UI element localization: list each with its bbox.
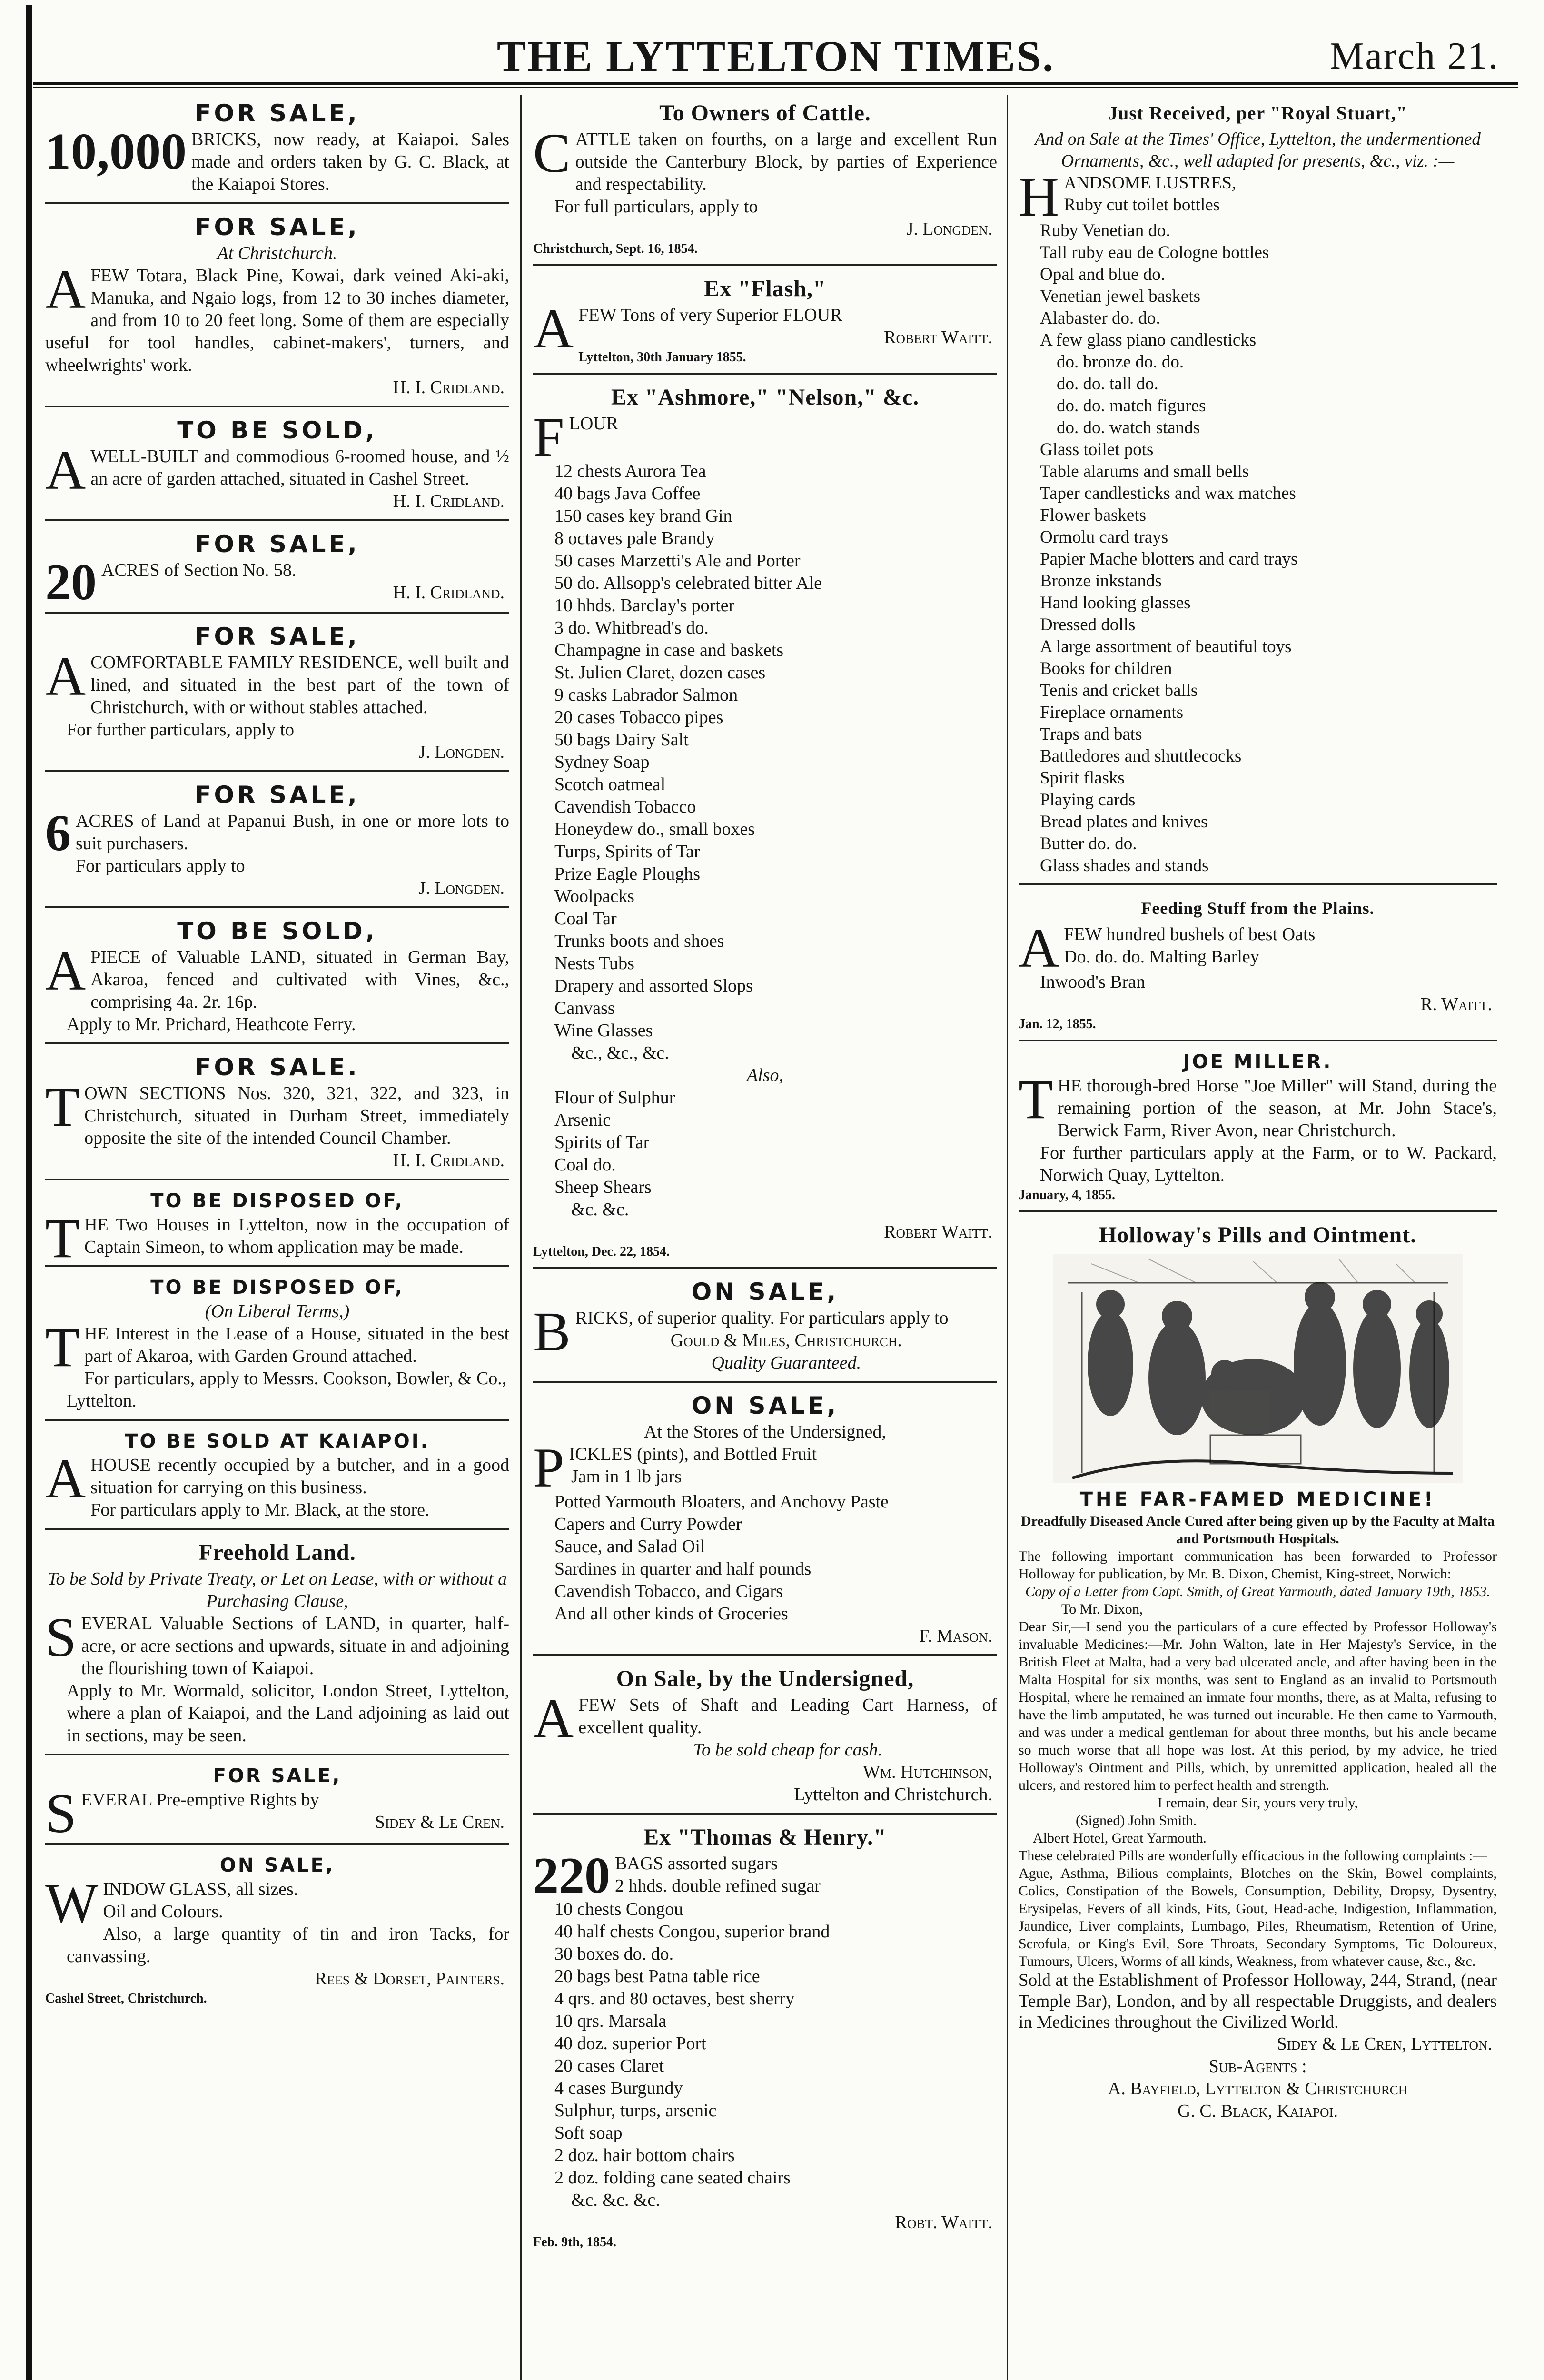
ad-text: WELL-BUILT and commodious 6-roomed house, and ½ an acre of garden attached, situated in Cashel Street. xyxy=(90,446,509,489)
ad-text: INDOW GLASS, all sizes. xyxy=(103,1879,298,1899)
list-item: Glass shades and stands xyxy=(1040,856,1209,875)
list-item: 20 cases Claret xyxy=(554,2056,664,2076)
list-item: 40 doz. superior Port xyxy=(554,2033,706,2053)
list-item: Venetian jewel baskets xyxy=(1040,287,1200,306)
list-item: 10 hhds. Barclay's porter xyxy=(554,595,735,615)
list-item: Sydney Soap xyxy=(554,752,650,772)
drop-cap: A xyxy=(45,258,86,320)
drop-cap: F xyxy=(533,406,564,468)
drop-cap: S xyxy=(45,1782,77,1844)
ad-heading: Just Received, per "Royal Stuart," xyxy=(1108,102,1407,124)
list-item: Flower baskets xyxy=(1040,506,1146,525)
letter-address: Albert Hotel, Great Yarmouth. xyxy=(1033,1830,1207,1846)
list-item: Potted Yarmouth Bloaters, and Anchovy Paste xyxy=(554,1492,889,1512)
list-item: Bread plates and knives xyxy=(1040,812,1208,832)
ad-text: FEW hundred bushels of best Oats xyxy=(1064,924,1316,944)
ad-heading: ON SALE, xyxy=(691,1278,839,1306)
drop-cap: A xyxy=(533,1687,574,1750)
ad-heading: FOR SALE. xyxy=(195,1053,360,1081)
ad-heading: Holloway's Pills and Ointment. xyxy=(1099,1222,1417,1248)
ad-lease-akaroa xyxy=(45,1272,509,1421)
list-item: &c. &c. xyxy=(571,1200,629,1220)
drop-cap: W xyxy=(45,1872,99,1934)
ad-family-residence xyxy=(45,618,509,772)
list-item: Fireplace ornaments xyxy=(1040,703,1184,722)
list-item: Woolpacks xyxy=(554,886,634,906)
list-item: Champagne in case and baskets xyxy=(554,640,784,660)
list-item: Coal do. xyxy=(554,1155,616,1175)
ad-subheading: And on Sale at the Times' Office, Lyttelton, the undermentioned Ornaments, &c., well adapted for presents, &c., viz. :— xyxy=(1035,129,1481,171)
ad-footer: Jan. 12, 1855. xyxy=(1019,1017,1096,1031)
list-item: Cavendish Tobacco, and Cigars xyxy=(554,1581,783,1601)
drop-cap: T xyxy=(45,1316,80,1378)
list-item: 20 cases Tobacco pipes xyxy=(554,707,723,727)
drop-cap: A xyxy=(45,1448,86,1510)
ad-subheading: THE FAR-FAMED MEDICINE! xyxy=(1079,1488,1436,1510)
list-item: 4 cases Burgundy xyxy=(554,2078,683,2098)
ad-footer: Christchurch, Sept. 16, 1854. xyxy=(533,241,698,256)
ad-text: ATTLE taken on fourths, on a large and excellent Run outside the Canterbury Block, by parties of Experience and respectability. xyxy=(575,129,997,194)
list-item: 50 bags Dairy Salt xyxy=(554,730,689,750)
list-item: do. do. match figures xyxy=(1057,396,1206,416)
list-item: do. do. tall do. xyxy=(1057,374,1158,394)
drop-cap: A xyxy=(533,298,574,360)
ad-line: Oil and Colours. xyxy=(103,1902,223,1922)
list-item: do. do. watch stands xyxy=(1057,418,1200,437)
list-item: Glass toilet pots xyxy=(1040,440,1154,459)
list-item: Sauce, and Salad Oil xyxy=(554,1537,705,1557)
ad-signature: H. I. Cridland. xyxy=(393,1150,505,1170)
list-item: Sardines in quarter and half pounds xyxy=(554,1559,812,1579)
list-item: 10 qrs. Marsala xyxy=(554,2011,667,2031)
list-item: And all other kinds of Groceries xyxy=(554,1604,788,1624)
list-item: Flour of Sulphur xyxy=(554,1088,675,1108)
ad-signature: J. Longden. xyxy=(906,219,992,239)
ad-text: OWN SECTIONS Nos. 320, 321, 322, and 323, in Christchurch, situated in Durham Street, immediately opposite the site of the intended Council Chamber. xyxy=(84,1083,509,1148)
drop-cap: H xyxy=(1019,166,1059,228)
ad-two-houses xyxy=(45,1185,509,1267)
ad-ex-thomas-henry xyxy=(533,1819,997,2258)
ad-number: 6 xyxy=(45,805,71,862)
list-item: &c. &c. &c. xyxy=(571,2190,660,2210)
list-item: Sheep Shears xyxy=(554,1177,652,1197)
ad-text: RICKS, of superior quality. For particulars apply to xyxy=(575,1308,949,1328)
list-item: Jam in 1 lb jars xyxy=(571,1467,682,1487)
ad-text: FEW Sets of Shaft and Leading Cart Harness, of excellent quality. xyxy=(578,1695,997,1737)
list-item: St. Julien Claret, dozen cases xyxy=(554,663,766,683)
letter-close: I remain, dear Sir, yours very truly, xyxy=(1158,1795,1358,1811)
ad-text-2: For particulars apply to Mr. Black, at the store. xyxy=(90,1500,430,1520)
ad-text: EVERAL Valuable Sections of LAND, in quarter, half-acre, or acre sections and upwards, situate in and adjoining the flourishing town of Kaiapoi. xyxy=(81,1614,509,1678)
drop-cap: C xyxy=(533,122,571,184)
ad-heading: ON SALE, xyxy=(691,1392,839,1419)
ad-signature: H. I. Cridland. xyxy=(393,377,505,397)
list-item: Sulphur, turps, arsenic xyxy=(554,2101,717,2121)
list-item: Nests Tubs xyxy=(554,953,634,973)
ad-text: BAGS assorted sugars xyxy=(615,1854,778,1874)
list-item: 30 boxes do. do. xyxy=(554,1944,674,1964)
ad-text: HE thorough-bred Horse "Joe Miller" will Stand, during the remaining portion of the season, at Mr. John Stace's, Berwick Farm, River Avon, near Christchurch. xyxy=(1058,1076,1497,1140)
ad-text: ACRES of Land at Papanui Bush, in one or more lots to suit purchasers. xyxy=(76,811,509,853)
letter-copy-note: Copy of a Letter from Capt. Smith, of Great Yarmouth, dated January 19th, 1853. xyxy=(1025,1584,1490,1599)
list-item: 50 do. Allsopp's celebrated bitter Ale xyxy=(554,573,822,593)
list-item: Bronze inkstands xyxy=(1040,571,1162,591)
drop-cap: T xyxy=(45,1207,80,1269)
ad-text-2: Apply to Mr. Prichard, Heathcote Ferry. xyxy=(67,1014,356,1034)
list-item: Taper candlesticks and wax matches xyxy=(1040,484,1296,503)
ad-text: ICKLES (pints), and Bottled Fruit xyxy=(569,1444,817,1464)
ad-signature: Robert Waitt. xyxy=(884,1222,992,1242)
sub-agent-1: A. Bayfield, Lyttelton & Christchurch xyxy=(1108,2079,1408,2099)
list-item: 8 octaves pale Brandy xyxy=(554,528,715,548)
ad-signature: H. I. Cridland. xyxy=(393,491,505,511)
ad-line: To be sold cheap for cash. xyxy=(693,1740,882,1760)
ad-house-cashel-street xyxy=(45,412,509,521)
list-item: Cavendish Tobacco xyxy=(554,797,696,817)
ad-holloways-pills xyxy=(1019,1217,1497,2129)
ad-joe-miller xyxy=(1019,1046,1497,1212)
list-item: Butter do. do. xyxy=(1040,834,1137,853)
ad-signature: Wm. Hutchinson, xyxy=(863,1762,992,1782)
list-item: Battledores and shuttlecocks xyxy=(1040,746,1242,766)
masthead xyxy=(33,26,1518,83)
ad-ex-flash xyxy=(533,271,997,375)
column-3 xyxy=(1019,95,1497,2380)
ad-text: ANDSOME LUSTRES, xyxy=(1064,173,1237,193)
ad-pickles xyxy=(533,1388,997,1656)
engraving-illustration xyxy=(1053,1254,1463,1483)
complaints-list: Ague, Asthma, Bilious complaints, Blotches on the Skin, Bowel complaints, Colics, Constipation of the Bowels, Consumption, Debility, Dropsy, Dysentry, Erysipelas, Fevers of all kinds, Fits, Gout, Head-ache, Indigestion, Inflammation, Jaundice, Liver complaints, Lumbago, Piles, Rheumatism, Retention of Urine, Scrofula, or King's Evil, Sore Throats, Secondary Symptoms, Tic Doloureux, Tumours, Ulcers, Worms of all kinds, Weakness, from whatever cause, &c., &c. xyxy=(1019,1865,1497,1969)
ad-heading: FOR SALE, xyxy=(195,781,360,809)
ad-town-sections xyxy=(45,1049,509,1180)
column-rule-2 xyxy=(1007,95,1008,2380)
ad-subheading: (On Liberal Terms,) xyxy=(205,1301,350,1321)
ad-window-glass xyxy=(45,1850,509,2014)
ad-bricks-kaiapoi xyxy=(45,95,509,204)
list-item: Traps and bats xyxy=(1040,724,1142,744)
ad-heading: TO BE SOLD, xyxy=(177,416,377,444)
ad-bricks-gould-miles xyxy=(533,1274,997,1383)
ad-text: LOUR xyxy=(569,414,619,434)
list-item: Coal Tar xyxy=(554,909,617,929)
ad-heading: FOR SALE, xyxy=(195,530,360,558)
drop-cap: A xyxy=(45,940,86,1002)
list-item: Ormolu card trays xyxy=(1040,527,1168,547)
list-item: Dressed dolls xyxy=(1040,615,1136,635)
list-item: A few glass piano candlesticks xyxy=(1040,330,1257,350)
list-item: 12 chests Aurora Tea xyxy=(554,461,706,481)
issue-date: March 21. xyxy=(1330,35,1499,77)
letter-salutation: To Mr. Dixon, xyxy=(1061,1601,1143,1617)
ad-text: HOUSE recently occupied by a butcher, and in a good situation for carrying on this business. xyxy=(90,1455,509,1497)
ad-footer: Lyttelton, Dec. 22, 1854. xyxy=(533,1244,670,1259)
ad-signature-2: Lyttelton and Christchurch. xyxy=(794,1785,992,1805)
list-item: Opal and blue do. xyxy=(1040,265,1166,284)
list-item: 40 half chests Congou, superior brand xyxy=(554,1922,830,1942)
drop-cap: B xyxy=(533,1300,571,1363)
ad-text-2: For further particulars, apply to xyxy=(67,720,295,740)
list-item: Honeydew do., small boxes xyxy=(554,819,755,839)
ad-number: 20 xyxy=(45,554,97,611)
ad-signature: Robert Waitt. xyxy=(884,327,992,347)
ad-lead: Dreadfully Diseased Ancle Cured after being given up by the Faculty at Malta and Portsmouth Hospitals. xyxy=(1021,1513,1495,1547)
ad-papanui-bush xyxy=(45,777,509,908)
list-item: Soft soap xyxy=(554,2123,623,2143)
ad-signature: Robt. Waitt. xyxy=(895,2212,992,2232)
list-item: Table alarums and small bells xyxy=(1040,462,1249,481)
ad-ex-ashmore xyxy=(533,379,997,1269)
ad-text: BRICKS, now ready, at Kaiapoi. Sales made and orders taken by G. C. Black, at the Kaiapoi Stores. xyxy=(191,129,509,194)
ad-number: 220 xyxy=(533,1847,610,1904)
ad-number: 10,000 xyxy=(45,123,187,180)
list-item: Turps, Spirits of Tar xyxy=(554,842,700,862)
list-item: Arsenic xyxy=(554,1110,611,1130)
list-item: Capers and Curry Powder xyxy=(554,1514,742,1534)
list-item: Drapery and assorted Slops xyxy=(554,976,753,996)
ad-signature: J. Longden. xyxy=(418,742,505,762)
list-item: &c., &c., &c. xyxy=(571,1043,669,1063)
ad-heading: Ex "Thomas & Henry." xyxy=(643,1825,887,1850)
ad-heading: Freehold Land. xyxy=(198,1540,356,1565)
ad-lead-2: The following important communication has been forwarded to Professor Holloway for publication, by Mr. B. Dixon, Chemist, King-street, Norwich: xyxy=(1019,1548,1497,1582)
ad-footer: Cashel Street, Christchurch. xyxy=(45,1991,207,2006)
ad-footer: Feb. 9th, 1854. xyxy=(533,2235,616,2250)
ad-text-2: Apply to Mr. Wormald, solicitor, London Street, Lyttelton, where a plan of Kaiapoi, and the Land adjoining as laid out in sections, may be seen. xyxy=(67,1681,509,1745)
ad-text-2: For further particulars apply at the Farm, or to W. Packard, Norwich Quay, Lyttelton. xyxy=(1040,1143,1497,1185)
list-item: 20 bags best Patna table rice xyxy=(554,1966,760,1986)
ad-heading: JOE MILLER. xyxy=(1183,1051,1333,1073)
ad-signature: Rees & Dorset, Painters. xyxy=(315,1969,505,1989)
left-border-rule xyxy=(26,5,32,2380)
ad-heading: TO BE DISPOSED OF, xyxy=(150,1277,404,1299)
ad-signature: R. Waitt. xyxy=(1420,994,1492,1014)
newspaper-title: THE LYTTELTON TIMES. xyxy=(496,32,1055,80)
list-item: 2 hhds. double refined sugar xyxy=(615,1876,821,1896)
ad-land-german-bay xyxy=(45,913,509,1044)
letter-signed: (Signed) John Smith. xyxy=(1076,1813,1197,1828)
list-item: Alabaster do. do. xyxy=(1040,308,1160,328)
ad-subheading: To be Sold by Private Treaty, or Let on Lease, with or without a Purchasing Clause, xyxy=(47,1569,507,1611)
complaints-lead: These celebrated Pills are wonderfully efficacious in the following complaints :— xyxy=(1019,1848,1487,1864)
ad-text-2: Also, a large quantity of tin and iron Tacks, for canvassing. xyxy=(67,1924,509,1966)
letter-body: Dear Sir,—I send you the particulars of a cure effected by Professor Holloway's invaluable Medicines:—Mr. John Walton, late in Her Majesty's Service, in the British Fleet at Malta, had a very bad ulcerated ancle, and after having been in the Malta Hospital for six months, was sent to England as an invalid to Portsmouth Hospital, where he remained an inmate four months, there, as at Malta, refusing to have the limb amputated, he was turned out incurable. He then came to Yarmouth, and was under a medical gentleman for about three months, but his ancle became so much worse that all hope was lost. At this period, by my advice, he tried Holloway's Ointment and Pills, which, by unremitted application, healed all the ulcers, and restored him to perfect health and strength. xyxy=(1019,1619,1497,1793)
ad-cart-harness xyxy=(533,1661,997,1815)
ad-heading: FOR SALE, xyxy=(195,623,360,650)
ad-feeding-stuff xyxy=(1019,890,1497,1041)
drop-cap: T xyxy=(45,1076,80,1138)
sub-agent-2: G. C. Black, Kaiapoi. xyxy=(1177,2101,1338,2121)
masthead-rule-thin xyxy=(33,87,1518,88)
list-item: do. bronze do. do. xyxy=(1057,352,1184,372)
list-item: Wine Glasses xyxy=(554,1021,653,1041)
ad-heading: FOR SALE, xyxy=(213,1765,342,1787)
ad-royal-stuart-ornaments xyxy=(1019,95,1497,885)
drop-cap: S xyxy=(45,1606,77,1668)
ad-line: Do. do. do. Malting Barley xyxy=(1064,947,1259,967)
list-item: 10 chests Congou xyxy=(554,1899,683,1919)
ad-text-2: For particulars, apply to Messrs. Cookson, Bowler, & Co., Lyttelton. xyxy=(67,1368,507,1411)
ad-signature: Sidey & Le Cren. xyxy=(375,1812,505,1832)
ad-heading: FOR SALE, xyxy=(195,213,360,241)
list-item: 50 cases Marzetti's Ale and Porter xyxy=(554,551,801,571)
list-item: Spirits of Tar xyxy=(554,1132,650,1152)
ad-heading: TO BE SOLD AT KAIAPOI. xyxy=(125,1430,430,1452)
ad-heading: TO BE SOLD, xyxy=(177,917,377,945)
ad-heading: Ex "Ashmore," "Nelson," &c. xyxy=(611,385,920,410)
list-item: 150 cases key brand Gin xyxy=(554,506,732,526)
list-item: 40 bags Java Coffee xyxy=(554,484,701,504)
list-item: Tall ruby eau de Cologne bottles xyxy=(1040,243,1269,262)
drop-cap: A xyxy=(1019,917,1059,979)
ad-text: EVERAL Pre-emptive Rights by xyxy=(81,1790,319,1810)
sub-agents-label: Sub-Agents : xyxy=(1208,2056,1307,2076)
list-item: 2 doz. folding cane seated chairs xyxy=(554,2168,791,2188)
ad-footer: Lyttelton, 30th January 1855. xyxy=(578,350,746,365)
list-item: 3 do. Whitbread's do. xyxy=(554,618,709,638)
drop-cap: T xyxy=(1019,1068,1053,1130)
ad-line: Gould & Miles, Christchurch. xyxy=(670,1330,902,1350)
list-item: Papier Mache blotters and card trays xyxy=(1040,549,1298,569)
ad-heading: Ex "Flash," xyxy=(704,276,826,301)
ad-subheading: At the Stores of the Undersigned, xyxy=(644,1422,886,1442)
ad-logs-christchurch xyxy=(45,209,509,407)
list-item: 9 casks Labrador Salmon xyxy=(554,685,738,705)
ad-house-kaiapoi xyxy=(45,1426,509,1530)
column-1 xyxy=(45,95,509,2380)
ad-footer: January, 4, 1855. xyxy=(1019,1188,1116,1202)
list-item: Books for children xyxy=(1040,659,1172,678)
list-item: Ruby cut toilet bottles xyxy=(1064,195,1220,215)
ad-signature: F. Mason. xyxy=(919,1626,992,1646)
sold-at: Sold at the Establishment of Professor Holloway, 244, Strand, (near Temple Bar), London, and by all respectable Druggists, and dealers in Medicines throughout the Civilized World. xyxy=(1019,1971,1497,2032)
ad-text-2: For particulars apply to xyxy=(76,856,245,876)
ad-text: COMFORTABLE FAMILY RESIDENCE, well built and lined, and situated in the best part of the town of Christchurch, with or without stables attached. xyxy=(90,653,509,717)
drop-cap: P xyxy=(533,1437,564,1499)
column-2 xyxy=(533,95,997,2380)
drop-cap: A xyxy=(45,439,86,501)
list-item: Canvass xyxy=(554,998,615,1018)
ad-text: ACRES of Section No. 58. xyxy=(101,560,297,580)
ad-text: FEW Tons of very Superior FLOUR xyxy=(578,305,842,325)
drop-cap: A xyxy=(45,645,86,707)
list-item: A large assortment of beautiful toys xyxy=(1040,637,1292,656)
ad-text: HE Two Houses in Lyttelton, now in the occupation of Captain Simeon, to whom application may be made. xyxy=(84,1215,509,1257)
ad-line-2: Inwood's Bran xyxy=(1040,972,1146,992)
ad-heading: TO BE DISPOSED OF, xyxy=(150,1190,404,1212)
list-item: Playing cards xyxy=(1040,790,1136,810)
ad-owners-of-cattle xyxy=(533,95,997,266)
ad-also: Also, xyxy=(746,1065,784,1085)
list-item: Trunks boots and shoes xyxy=(554,931,724,951)
ad-heading: FOR SALE, xyxy=(195,99,360,127)
ad-pre-emptive-rights xyxy=(45,1760,509,1845)
list-item: Scotch oatmeal xyxy=(554,774,666,794)
ad-text-2: For full particulars, apply to xyxy=(554,197,758,217)
ad-heading: On Sale, by the Undersigned, xyxy=(616,1666,914,1691)
ad-line-2: Quality Guaranteed. xyxy=(711,1353,861,1373)
ad-heading: Feeding Stuff from the Plains. xyxy=(1141,899,1375,918)
ad-signature: J. Longden. xyxy=(418,878,505,898)
list-item: 2 doz. hair bottom chairs xyxy=(554,2145,735,2165)
list-item: Hand looking glasses xyxy=(1040,593,1191,613)
ad-text: FEW Totara, Black Pine, Kowai, dark veined Aki-aki, Manuka, and Ngaio logs, from 12 to 30 inches diameter, and from 10 to 20 feet long. Some of them are especially useful for tool handles, cabinet-makers', turners, and wheelwrights' work. xyxy=(45,266,509,375)
column-rule-1 xyxy=(520,95,522,2380)
ad-text: PIECE of Valuable LAND, situated in German Bay, Akaroa, fenced and cultivated with Vines, &c., comprising 4a. 2r. 16p. xyxy=(90,947,509,1012)
list-item: Ruby Venetian do. xyxy=(1040,221,1170,240)
list-item: 4 qrs. and 80 octaves, best sherry xyxy=(554,1989,795,2009)
list-item: Prize Eagle Ploughs xyxy=(554,864,701,884)
agents: Sidey & Le Cren, Lyttelton. xyxy=(1277,2034,1492,2054)
ad-acres-section-58 xyxy=(45,526,509,614)
list-item: Tenis and cricket balls xyxy=(1040,681,1198,700)
ad-text: HE Interest in the Lease of a House, situated in the best part of Akaroa, with Garden Ground attached. xyxy=(84,1324,509,1366)
masthead-rule xyxy=(33,82,1518,85)
ad-signature: H. I. Cridland. xyxy=(393,583,505,603)
ad-heading: ON SALE, xyxy=(219,1854,335,1876)
ad-heading: To Owners of Cattle. xyxy=(659,100,871,126)
ad-freehold-land xyxy=(45,1535,509,1755)
list-item: Spirit flasks xyxy=(1040,768,1125,788)
ad-subheading: At Christchurch. xyxy=(217,243,337,263)
